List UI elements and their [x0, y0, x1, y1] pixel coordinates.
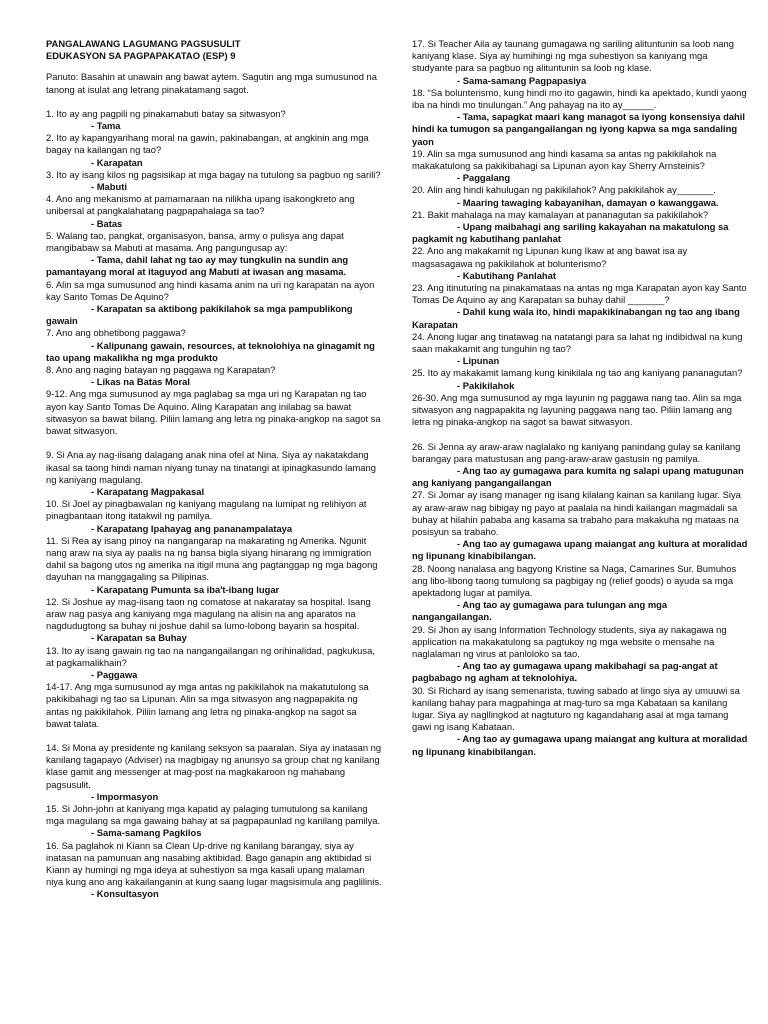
answer-text: - Paggalang	[457, 172, 511, 184]
answer-text: - Karapatang Pumunta sa iba't-ibang lugar	[91, 583, 280, 595]
question-text: 25. Ito ay makakamit lamang kung kinikilala ng tao ang kaniyang pananagutan?	[412, 367, 743, 379]
answer-text: - Sama-samang Pagkilos	[91, 827, 202, 839]
answer-text: - Konsultasyon	[91, 888, 159, 900]
answer-text: - Ang tao ay gumagawa upang maiangat ang kultura at moralidad ng lipunang kinabibilangan.	[412, 538, 748, 562]
question-text: 1. Ito ay ang pagpili ng pinakamabuti batay sa sitwasyon?	[46, 107, 286, 119]
question-text: 8. Ano ang naging batayan ng paggawa ng Karapatan?	[46, 364, 276, 376]
answer-text: - Batas	[91, 217, 123, 229]
answer-text: - Impormasyon	[91, 790, 159, 802]
question-text: 13. Ito ay isang gawain ng tao na nangangailangan ng orihinalidad, pagkukusa, at pagkamalikhain?	[46, 644, 375, 668]
question-text: 18. “Sa bolunterismo, kung hindi mo ito gagawin, hindi ka apektado, kundi yaong iba na hindi mo tinulungan.” Ang pahayag na ito ay______.	[412, 86, 747, 111]
question-text: 2. Ito ay kapangyarihang moral na gawin, pakinabangan, at angkinin ang mga bagay na kailangan ng tao?	[46, 132, 369, 156]
question-text: 6. Alin sa mga sumusunod ang hindi kasama anim na uri ng karapatan na ayon kay Santo Tomas De Aquino?	[46, 278, 375, 302]
question-text: 20. Alin ang hindi kahulugan ng pakikilahok? Ang pakikilahok ay_______.	[412, 184, 716, 196]
answer-text: - Dahil kung wala ito, hindi mapakikinabangan ng tao ang ibang Karapatan	[412, 306, 740, 330]
answer-text: - Karapatan	[91, 156, 143, 168]
answer-text: - Ang tao ay gumagawa para tulungan ang mga nangangailangan.	[412, 599, 668, 623]
answer-text: - Ang tao ay gumagawa upang maiangat ang kultura at moralidad ng lipunang kinabibilangan.	[412, 733, 748, 757]
question-text: 23. Ang itinuturing na pinakamataas na antas ng mga Karapatan ayon kay Santo Tomas De Aquino ay ang Karapatan sa buhay dahil _______?	[412, 282, 747, 306]
question-text: 12. Si Joshue ay mag-iisang taon ng comatose at nakaratay sa hospital. Isang araw nag pasya ang kaniyang mga magulang na alisin na ang aparatos na nagdudugtong sa buhay ni joshue dahil sa lumo-lobong bayarin sa hospital.	[46, 595, 371, 632]
question-text: 29. Si Jhon ay isang Information Technology students, siya ay nakagawa ng application na makakatulong sa pagtukoy ng mga website o mensahe na naglalaman ng virus at panloloko sa tao.	[412, 623, 727, 659]
answer-text: - Karapatan sa aktibong pakikilahok sa mga pampublikong gawain	[46, 303, 353, 327]
question-text: 28. Noong nanalasa ang bagyong Kristine sa Naga, Camarines Sur. Bumuhos ang libo-libong taong tumulong sa pagbigay ng (relief goods) o ayuda sa mga apektadong lugar at pamilya.	[412, 562, 737, 598]
answer-text: - Tama, dahil lahat ng tao ay may tungkulin na sundin ang pamantayang moral at itaguyod ang Mabuti at iwasan ang masama.	[46, 254, 349, 278]
answer-text: - Karapatang Magpakasal	[91, 485, 205, 497]
answer-text: - Kalipunang gawain, resources, at teknolohiya na ginagamit ng tao upang makalikha ng mga produkto	[46, 339, 375, 363]
question-text: 4. Ano ang mekanismo at pamamaraan na nilikha upang isakongkreto ang unibersal at pangkalahatang pagpapahalaga sa tao?	[46, 193, 355, 217]
left-column	[46, 38, 382, 1024]
answer-text: - Kabutihang Panlahat	[457, 269, 556, 281]
answer-text: - Tama	[91, 120, 121, 132]
question-text: 22. Ano ang makakamit ng Lipunan kung Ikaw at ang bawat isa ay magsasagawa ng pakikilahok at bolunterismo?	[412, 245, 688, 269]
question-text: 5. Walang tao, pangkat, organisasyon, bansa, army o pulisya ang dapat mangibabaw sa Mabuti at masama. Ang pangungusap ay:	[46, 229, 344, 254]
question-text: 27. Si Jomar ay isang manager ng isang kilalang kainan sa kanilang lugar. Siya ay araw-araw nag bibigay ng payo at paalala na hindi kailangan magmadali sa buhay at hilahin pababa ang kasama sa trabaho para makakuha ng mataas na posisyun sa trabaho.	[412, 489, 741, 537]
answer-text: - Sama-samang Pagpapasiya	[457, 74, 587, 86]
question-text: 17. Si Teacher Aila ay taunang gumagawa ng sariling alituntunin sa loob nang kaniyang klase. Siya ay humihingi ng mga suhestiyon sa kaniyang mga studyante para sa pagbuo ng alituntunin sa loob ng klase.	[412, 38, 734, 74]
instructions: Panuto: Basahin at unawain ang bawat aytem. Sagutin ang mga sumusunod na tanong at isulat ang letrang pinakatamang sagot.	[46, 71, 377, 95]
question-text: 10. Si Joel ay pinagbawalan ng kaniyang magulang na lumipat ng relihiyon at pinagbantaan itong itatakwil ng pamilya.	[46, 498, 367, 522]
answer-text: - Karapatang Ipahayag ang pananampalataya	[91, 522, 293, 534]
question-text: 9-12. Ang mga sumusunod ay mga paglabag sa mga uri ng Karapatan ng tao ayon kay Santo Tomas De Aquino. Aling Karapatan ang inilabag sa bawat sitwasyon sa bawat bilang. Piliin lamang ang letra ng pinaka-angkop na sagot sa bawat sitwasyon.	[46, 388, 381, 437]
question-text: 14-17. Ang mga sumusunod ay mga antas ng pakikilahok na makatutulong sa pakikibahagi ng tao sa Lipunan. Alin sa mga sitwasyon ang nagpapakita ng antas ng pakikilahok. Piliin lamang ang letra ng pinaka-angkop na sagot sa bawat talata.	[46, 681, 369, 729]
answer-text: - Lipunan	[457, 355, 500, 367]
question-text: 3. Ito ay isang kilos ng pagsisikap at mga bagay na tutulong sa pagbuo ng sarili?	[46, 168, 381, 180]
question-text: 14. Si Mona ay presidente ng kanilang seksyon sa paaralan. Siya ay inatasan ng kanilang tagapayo (Adviser) na magbigay ng anunsyo sa group chat ng kanilang klase gamit ang messenger at mag-post na magkakaroon ng mahabang pagsusulit.	[46, 741, 382, 790]
document-title-line1: PANGALAWANG LAGUMANG PAGSUSULIT	[46, 38, 241, 49]
question-text: 19. Alin sa mga sumusunod ang hindi kasama sa antas ng pakikilahok na makakatulong sa pakikibahagi sa Lipunan ayon kay Sherry Arnsteinis?	[412, 147, 717, 172]
question-text: 30. Si Richard ay isang semenarista, tuwing sabado at lingo siya ay umuuwi sa kanilang bahay para magpahinga at mag-turo sa mga Kabataan sa kanilang lugar. Siya ay nagllingkod at nagtuturo ng kagandahang asal at mga tamang gawi ng isang Kabataan.	[412, 684, 740, 733]
answer-text: - Likas na Batas Moral	[91, 376, 190, 388]
question-text: 26-30. Ang mga sumusunod ay mga layunin ng paggawa nang tao. Alin sa mga sitwasyon ang nagpapakita ng layuning paggawa nang tao. Piliin lamang ang letra ng pinaka-angkop na sagot sa bawat sitwasyon.	[412, 391, 742, 428]
answer-text: - Mabuti	[91, 181, 127, 193]
answer-text: - Tama, sapagkat maari kang managot sa iyong konsensiya dahil hindi ka tumugon sa pangangailangan ng iyong kapwa sa mga sandaling yaon	[412, 111, 745, 147]
answer-text: - Karapatan sa Buhay	[91, 632, 187, 644]
answer-text: - Maaring tawaging kabayanihan, damayan o kawanggawa.	[457, 196, 719, 208]
question-text: 26. Si Jenna ay araw-araw naglalako ng kaniyang panindang gulay sa kanilang barangay para matustusan ang pang-araw-araw gastusin ng pamilya.	[412, 440, 741, 464]
question-text: 24. Anong lugar ang tinatawag na natatangi para sa lahat ng indibidwal na kung saan makakamit ang tunguhin ng tao?	[412, 330, 743, 355]
answer-text: - Ang tao ay gumagawa para kumita ng salapi upang matugunan ang kaniyang pangangailangan	[412, 464, 744, 489]
question-text: 9. Si Ana ay nag-iisang dalagang anak nina ofel at Nina. Siya ay nakatakdang ikasal sa taong hindi naman niyang tunay na tinatangi at ipinagkasundo lamang ng kaniyang magulang.	[46, 449, 376, 485]
answer-text: - Upang maibahagi ang sariling kakayahan na makatulong sa pagkamit ng kabutihang panlahat	[412, 221, 729, 245]
question-text: 16. Sa paglahok ni Kiann sa Clean Up-drive ng kanilang barangay, siya ay inatasan na pamunuan ang nasabing aktibidad. Bago ganapin ang aktibidad si Kiann ay humingi ng mga ideya at suhestiyon sa mga kasali upang malaman niya kung ano ang kakailanganin at kung saang lugar magsisimula ang paglilinis.	[46, 839, 382, 888]
answer-text: - Paggawa	[91, 668, 138, 680]
document-title-line2: EDUKASYON SA PAGPAPAKATAO (ESP) 9	[46, 50, 236, 62]
answer-text: - Ang tao ay gumagawa upang makibahagi sa pag-angat at pagbabago ng agham at teknolohiya.	[412, 660, 718, 684]
answer-text: - Pakikilahok	[457, 379, 515, 391]
question-text: 21. Bakit mahalaga na may kamalayan at pananagutan sa pakikilahok?	[412, 208, 709, 220]
question-text: 7. Ano ang obhetibong paggawa?	[46, 327, 186, 339]
right-column	[412, 38, 748, 1024]
question-text: 15. Si John-john at kaniyang mga kapatid ay palaging tumutulong sa kanilang mga magulang sa mga gawaing bahay at sa pagpapaunlad ng kanilang pamilya.	[46, 802, 381, 827]
question-text: 11. Si Rea ay isang pinoy na nangangarap na makarating ng Amerika. Ngunit nang araw na siya ay paalis na ng bansa bigla siyang hinarang ng immigration dahil sa bagong utos ng amerika na itigil muna ang pagtanggap ng mga bagong dayuhan na manggagaling sa Pilipinas.	[46, 534, 378, 583]
